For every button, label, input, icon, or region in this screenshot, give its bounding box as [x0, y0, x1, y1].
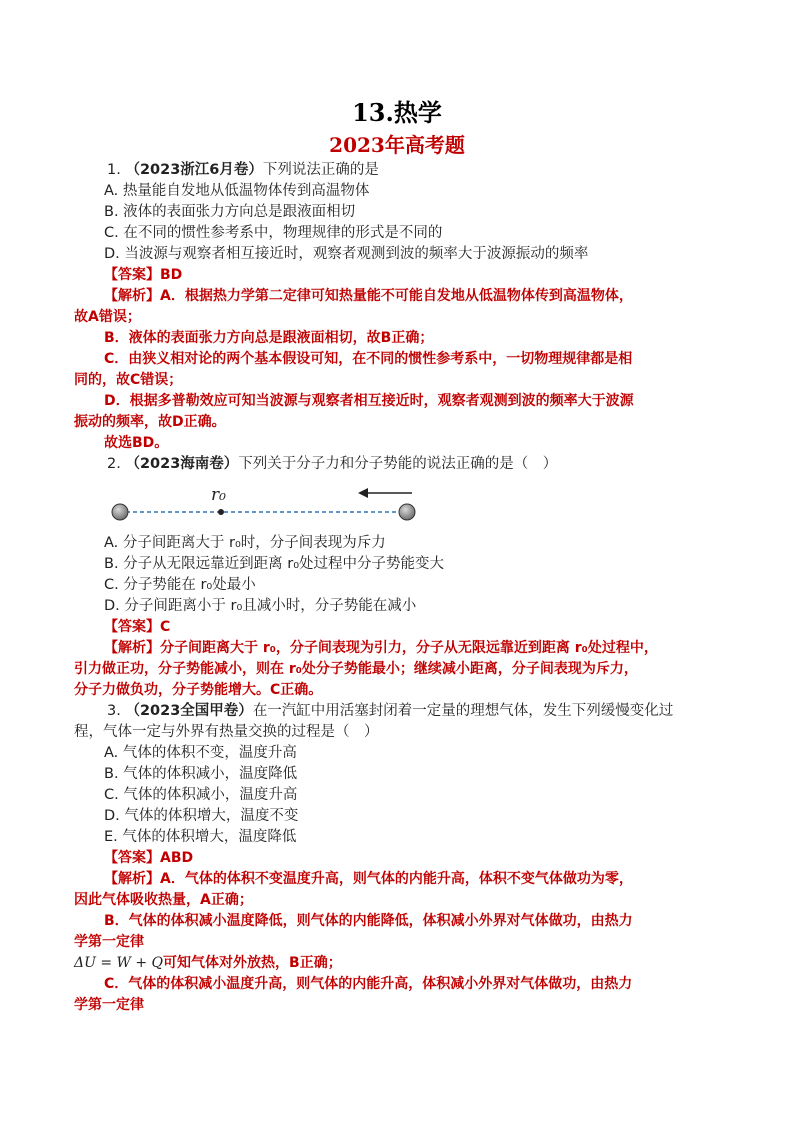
molecule-right — [399, 504, 415, 520]
arrow-head-icon — [358, 488, 368, 498]
question-3-answer: 【答案】ABD — [104, 850, 194, 866]
question-3-analysis: 因此气体吸收热量，A正确； — [74, 892, 253, 908]
question-3-option-c: C. 气体的体积减小，温度升高 — [104, 787, 298, 803]
question-3-analysis: B．气体的体积减小温度降低，则气体的内能降低，体积减小外界对气体做功，由热力 — [104, 913, 633, 929]
question-2-option-b: B. 分子从无限远靠近到距离 r₀处过程中分子势能变大 — [104, 556, 445, 572]
molecule-left — [112, 504, 128, 520]
r0-point — [218, 509, 224, 515]
question-2-option-c: C. 分子势能在 r₀处最小 — [104, 577, 256, 593]
question-1-analysis: 【解析】A．根据热力学第二定律可知热量能不可能自发地从低温物体传到高温物体， — [104, 288, 633, 304]
question-1-analysis: B．液体的表面张力方向总是跟液面相切，故B正确； — [104, 330, 434, 346]
question-1-stem: 1. （2023浙江6月卷）下列说法正确的是 — [107, 162, 379, 178]
question-3-equation-line: ΔU = W + Q可知气体对外放热，B正确； — [74, 955, 342, 971]
question-1-option-d: D. 当波源与观察者相互接近时，观察者观测到波的频率大于波源振动的频率 — [104, 246, 589, 262]
r0-label: r₀ — [211, 485, 226, 505]
question-3-option-e: E. 气体的体积增大，温度降低 — [104, 829, 297, 845]
question-2-stem: 2. （2023海南卷）下列关于分子力和分子势能的说法正确的是（ ） — [107, 456, 558, 472]
question-1-analysis: C．由狭义相对论的两个基本假设可知，在不同的惯性参考系中，一切物理规律都是相 — [104, 351, 633, 367]
molecule-figure — [0, 478, 794, 538]
question-3-analysis: C．气体的体积减小温度升高，则气体的内能升高，体积减小外界对气体做功，由热力 — [104, 976, 633, 992]
question-3-option-d: D. 气体的体积增大，温度不变 — [104, 808, 299, 824]
question-1-answer: 【答案】BD — [104, 267, 183, 283]
question-1-analysis: D．根据多普勒效应可知当波源与观察者相互接近时，观察者观测到波的频率大于波源 — [104, 393, 634, 409]
question-2-analysis: 【解析】分子间距离大于 r₀，分子间表现为引力，分子从无限远靠近到距离 r₀处过程中， — [104, 640, 658, 656]
question-1-analysis: 振动的频率，故D正确。 — [74, 414, 226, 430]
first-law-equation: ΔU = W + Q — [74, 955, 164, 971]
question-3-stem: 3. （2023全国甲卷）在一汽缸中用活塞封闭着一定量的理想气体，发生下列缓慢变化过 — [107, 703, 674, 719]
question-2-option-d: D. 分子间距离小于 r₀且减小时，分子势能在减小 — [104, 598, 417, 614]
question-3-option-b: B. 气体的体积减小，温度降低 — [104, 766, 298, 782]
question-3-stem-cont: 程，气体一定与外界有热量交换的过程是（ ） — [74, 724, 379, 740]
page-subtitle: 2023年高考题 — [329, 133, 465, 157]
question-3-analysis: 学第一定律 — [74, 934, 144, 950]
question-2-option-a: A. 分子间距离大于 r₀时，分子间表现为斥力 — [104, 535, 386, 551]
question-3-option-a: A. 气体的体积不变，温度升高 — [104, 745, 297, 761]
question-1-analysis: 同的，故C错误； — [74, 372, 183, 388]
page-title: 13.热学 — [352, 98, 442, 127]
question-1-analysis: 故选BD。 — [104, 435, 169, 451]
question-1-option-b: B. 液体的表面张力方向总是跟液面相切 — [104, 204, 356, 220]
question-1-option-a: A. 热量能自发地从低温物体传到高温物体 — [104, 183, 370, 199]
question-1-analysis: 故A错误； — [74, 309, 141, 325]
question-3-analysis: 【解析】A．气体的体积不变温度升高，则气体的内能升高，体积不变气体做功为零， — [104, 871, 633, 887]
question-3-analysis: 学第一定律 — [74, 997, 144, 1013]
question-2-analysis: 分子力做负功，分子势能增大。C正确。 — [74, 682, 323, 698]
question-1-option-c: C. 在不同的惯性参考系中，物理规律的形式是不同的 — [104, 225, 443, 241]
question-2-analysis: 引力做正功，分子势能减小，则在 r₀处分子势能最小；继续减小距离，分子间表现为斥力， — [74, 661, 638, 677]
question-2-answer: 【答案】C — [104, 619, 171, 635]
